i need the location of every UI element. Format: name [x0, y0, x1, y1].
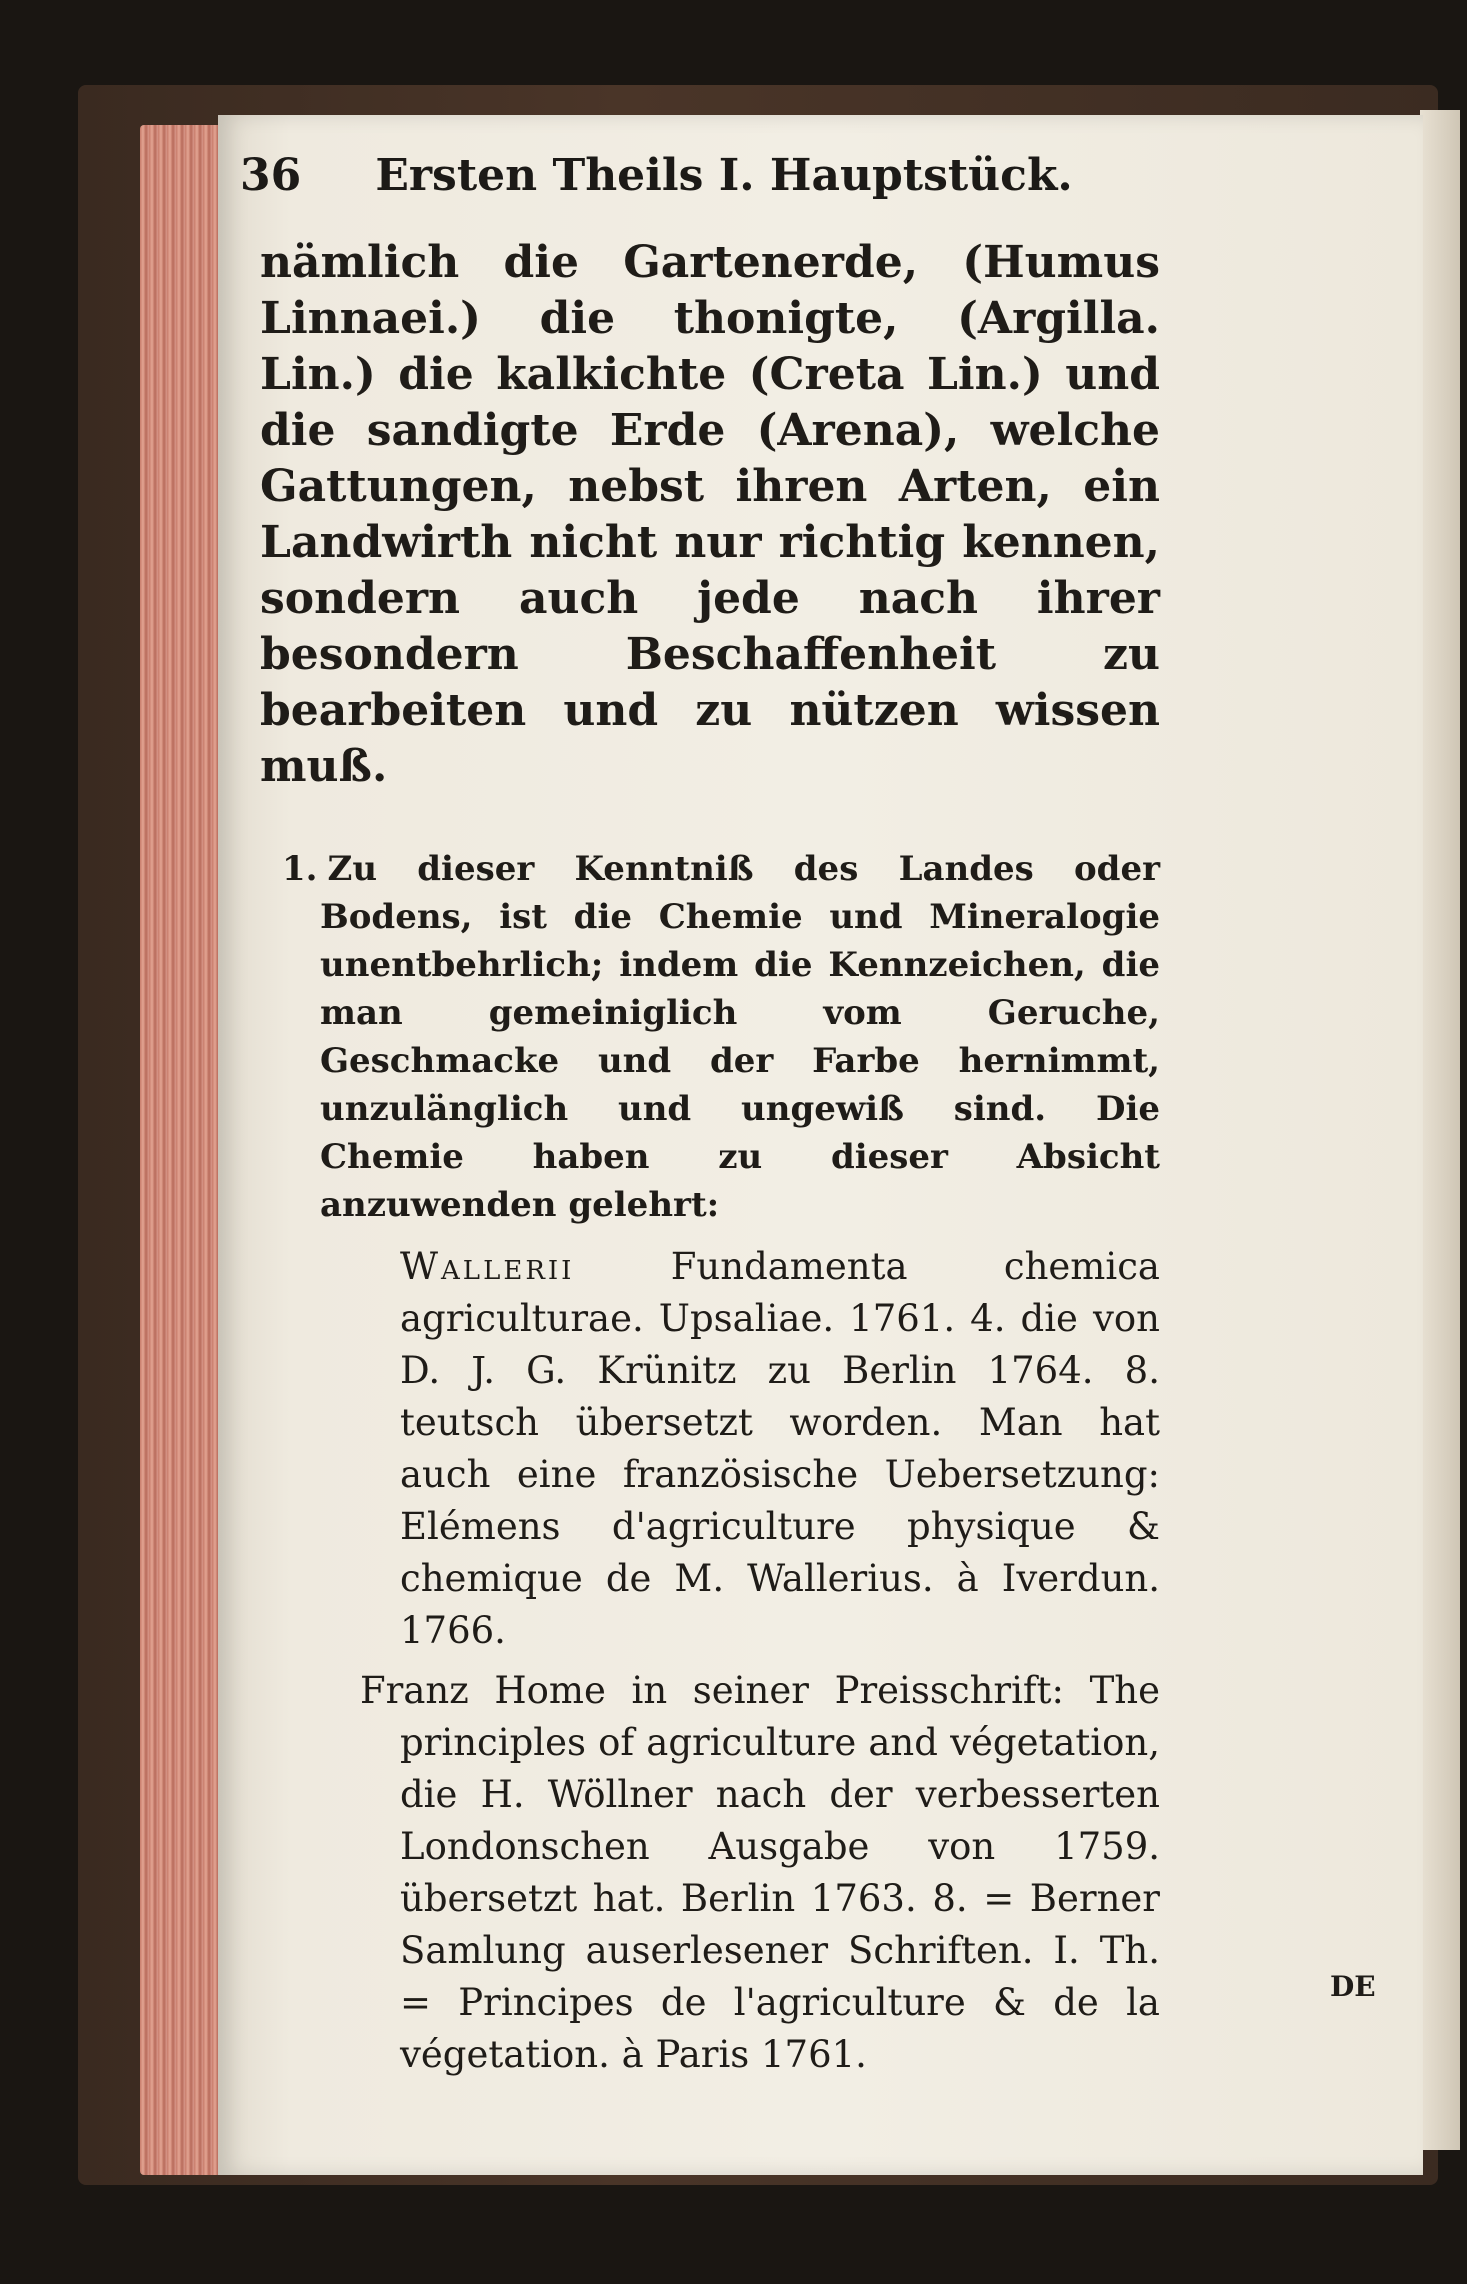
body-text: [260, 235, 1160, 2081]
page-number: 36: [240, 150, 302, 201]
catchword: DE: [1330, 1970, 1376, 2003]
reference-home: [260, 1665, 1160, 2081]
reference-wallerius: [260, 1241, 1160, 1657]
page-edges: [140, 125, 225, 2175]
running-title: Ersten Theils I. Hauptstück.: [375, 150, 1073, 201]
footnote-text: Zu dieser Kenntniß des Landes oder Bodens, ist die Chemie und Mineralogie unentbehrlich; indem die Kennzeichen, die man gemeiniglich vom Geruche, Geschmacke und der Farbe hernimmt, unzulänglich und ungewiß sind. Die Chemie haben zu dieser Absicht anzuwenden gelehrt:: [320, 849, 1160, 1225]
reference-text: Fundamenta chemica agriculturae. Upsaliae. 1761. 4. die von D. J. G. Krünitz zu Berlin 1764. 8. teutsch übersetzt worden. Man hat auch eine französische Uebersetzung: Elémens d'agriculture physique & chemique de M. Wallerius. à Iverdun. 1766.: [400, 1245, 1160, 1652]
footnote-number: 1.: [282, 849, 318, 889]
page-header: [240, 150, 1080, 201]
footnote-1: [260, 845, 1160, 1229]
reference-text: Franz Home in seiner Preisschrift: The principles of agriculture and végetation, die H. Wöllner nach der verbesserten Londonschen Ausgabe von 1759. übersetzt hat. Berlin 1763. 8. = Berner Samlung auserlesener Schriften. I. Th. = Principes de l'agriculture & de la végetation. à Paris 1761.: [360, 1669, 1160, 2076]
right-page-edge: [1420, 110, 1460, 2150]
main-paragraph: nämlich die Gartenerde, (Humus Linnaei.) die thonigte, (Argilla. Lin.) die kalkichte (Creta Lin.) und die sandigte Erde (Arena), welche Gattungen, nebst ihren Arten, ein Landwirth nicht nur richtig kennen, sondern auch jede nach ihrer besondern Beschaffenheit zu bearbeiten und zu nützen wissen muß.: [260, 237, 1160, 792]
reference-author: Wallerii: [400, 1245, 575, 1288]
